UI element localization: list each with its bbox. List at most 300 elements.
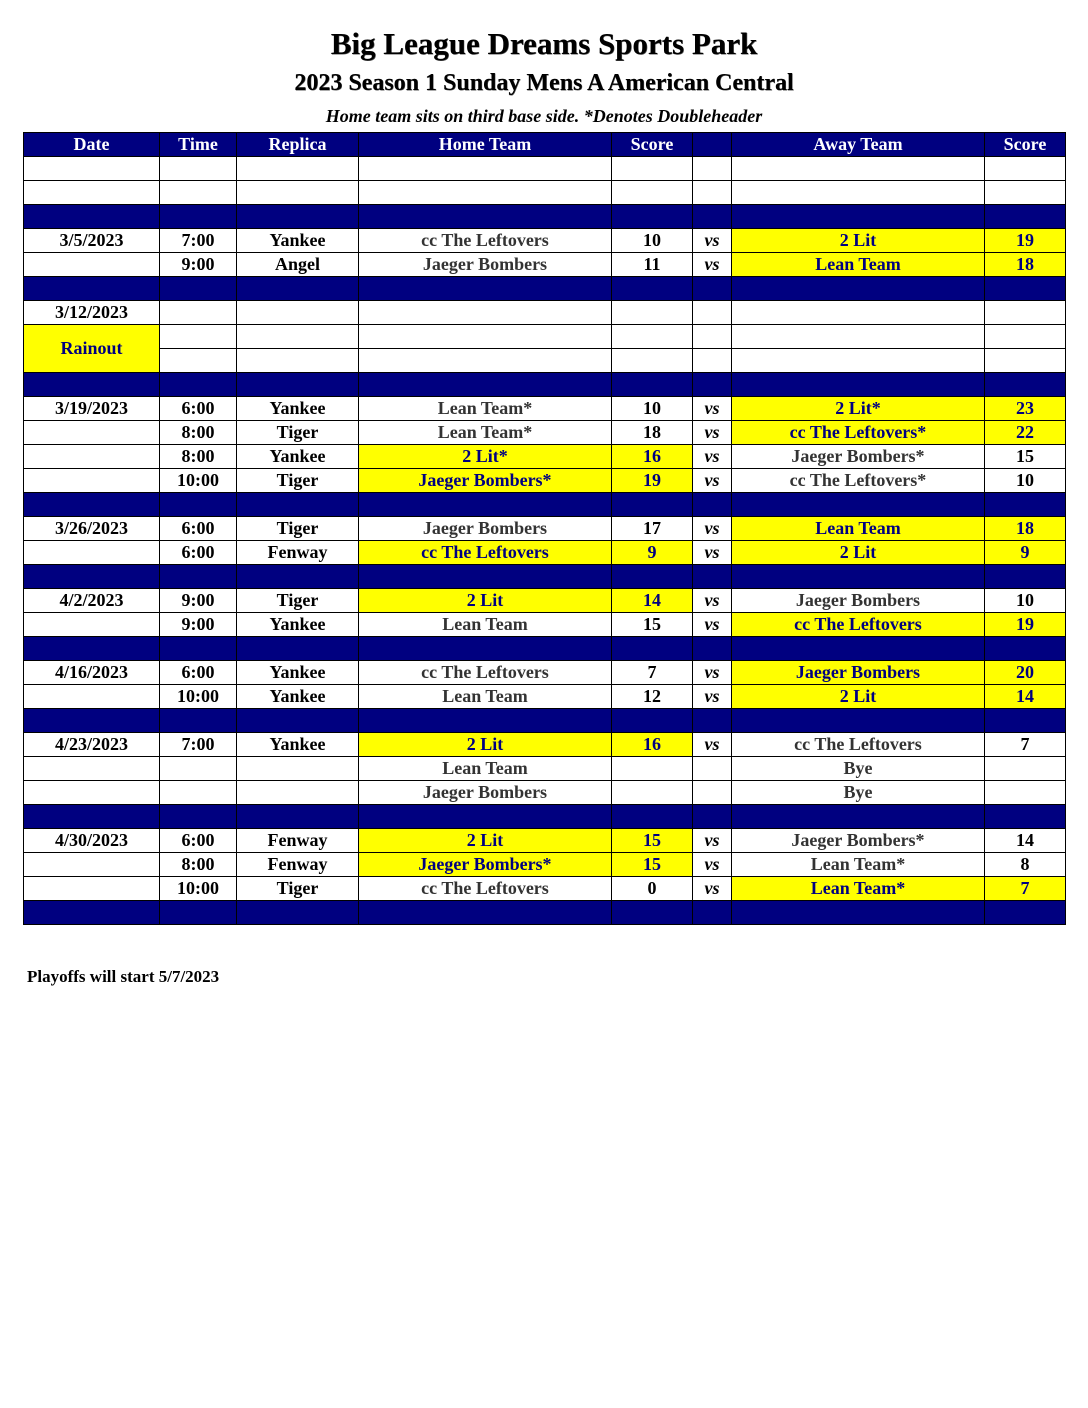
away-score-cell: 22 <box>985 421 1066 445</box>
home-team-cell: Jaeger Bombers* <box>359 853 612 877</box>
game-row <box>24 229 1066 253</box>
separator-cell <box>732 277 985 301</box>
time-cell: 9:00 <box>160 613 237 637</box>
schedule-table <box>23 132 1066 925</box>
separator-cell <box>612 205 693 229</box>
game-row <box>24 829 1066 853</box>
time-cell: 6:00 <box>160 517 237 541</box>
replica-cell: Fenway <box>237 853 359 877</box>
away-score-cell: 9 <box>985 541 1066 565</box>
rainout-row <box>24 349 1066 373</box>
separator-cell <box>359 277 612 301</box>
blank-row <box>24 181 1066 205</box>
page-title: Big League Dreams Sports Park <box>330 26 758 61</box>
home-team-cell: Jaeger Bombers* <box>359 469 612 493</box>
home-score-cell <box>612 301 693 325</box>
rainout-label: Rainout <box>24 325 160 373</box>
replica-cell: Yankee <box>237 613 359 637</box>
col-header-vs <box>693 133 732 157</box>
replica-cell <box>237 781 359 805</box>
blank-cell <box>237 157 359 181</box>
away-team-cell: Jaeger Bombers* <box>732 445 985 469</box>
game-row <box>24 301 1066 325</box>
blank-cell <box>985 157 1066 181</box>
away-score-cell <box>985 781 1066 805</box>
away-score-cell: 14 <box>985 685 1066 709</box>
separator-cell <box>985 805 1066 829</box>
away-score-cell: 19 <box>985 613 1066 637</box>
date-cell <box>24 253 160 277</box>
away-team-cell: Jaeger Bombers <box>732 661 985 685</box>
game-row <box>24 589 1066 613</box>
separator-cell <box>985 493 1066 517</box>
separator-cell <box>732 805 985 829</box>
away-score-cell: 10 <box>985 589 1066 613</box>
separator-cell <box>612 565 693 589</box>
blank-cell <box>612 349 693 373</box>
separator-cell <box>24 637 160 661</box>
separator-cell <box>237 373 359 397</box>
separator-cell <box>985 901 1066 925</box>
game-row <box>24 421 1066 445</box>
replica-cell: Yankee <box>237 685 359 709</box>
home-team-cell: Lean Team <box>359 613 612 637</box>
header-row <box>24 133 1066 157</box>
separator-cell <box>160 277 237 301</box>
time-cell: 6:00 <box>160 829 237 853</box>
replica-cell: Tiger <box>237 877 359 901</box>
blank-cell <box>359 325 612 349</box>
separator-cell <box>985 565 1066 589</box>
date-cell: 3/26/2023 <box>24 517 160 541</box>
blank-cell <box>359 181 612 205</box>
col-header-away-score: Score <box>985 133 1066 157</box>
game-row <box>24 517 1066 541</box>
separator-cell <box>359 373 612 397</box>
date-cell: 3/12/2023 <box>24 301 160 325</box>
away-score-cell: 14 <box>985 829 1066 853</box>
separator-cell <box>160 709 237 733</box>
home-score-cell: 16 <box>612 733 693 757</box>
replica-cell: Tiger <box>237 589 359 613</box>
separator-cell <box>732 373 985 397</box>
game-row <box>24 685 1066 709</box>
separator-cell <box>24 565 160 589</box>
vs-cell: vs <box>693 661 732 685</box>
separator-cell <box>612 493 693 517</box>
blank-cell <box>732 181 985 205</box>
vs-cell: vs <box>693 397 732 421</box>
separator-cell <box>693 493 732 517</box>
separator-cell <box>693 205 732 229</box>
home-team-cell: cc The Leftovers <box>359 877 612 901</box>
separator-cell <box>237 901 359 925</box>
separator-cell <box>237 637 359 661</box>
home-team-cell: cc The Leftovers <box>359 229 612 253</box>
replica-cell: Yankee <box>237 445 359 469</box>
home-score-cell: 0 <box>612 877 693 901</box>
time-cell: 7:00 <box>160 229 237 253</box>
home-score-cell: 11 <box>612 253 693 277</box>
separator-cell <box>237 493 359 517</box>
time-cell: 8:00 <box>160 853 237 877</box>
separator-cell <box>237 277 359 301</box>
separator-cell <box>985 277 1066 301</box>
away-team-cell: 2 Lit* <box>732 397 985 421</box>
playoffs-note: Playoffs will start 5/7/2023 <box>27 967 220 986</box>
home-score-cell: 17 <box>612 517 693 541</box>
col-header-replica: Replica <box>237 133 359 157</box>
replica-cell: Fenway <box>237 829 359 853</box>
time-cell <box>160 301 237 325</box>
home-team-cell: cc The Leftovers <box>359 661 612 685</box>
vs-cell <box>693 301 732 325</box>
blank-cell <box>612 157 693 181</box>
vs-cell <box>693 757 732 781</box>
blank-cell <box>612 181 693 205</box>
date-cell <box>24 613 160 637</box>
home-team-cell: Jaeger Bombers <box>359 517 612 541</box>
away-score-cell: 15 <box>985 445 1066 469</box>
separator-row <box>24 709 1066 733</box>
schedule-body <box>24 157 1066 925</box>
separator-row <box>24 277 1066 301</box>
vs-cell: vs <box>693 613 732 637</box>
away-team-cell: 2 Lit <box>732 685 985 709</box>
separator-cell <box>24 373 160 397</box>
time-cell <box>160 781 237 805</box>
vs-cell: vs <box>693 589 732 613</box>
separator-cell <box>612 901 693 925</box>
separator-row <box>24 637 1066 661</box>
separator-cell <box>24 805 160 829</box>
separator-cell <box>24 277 160 301</box>
separator-cell <box>160 637 237 661</box>
time-cell: 9:00 <box>160 253 237 277</box>
home-team-cell: cc The Leftovers <box>359 541 612 565</box>
separator-cell <box>359 493 612 517</box>
blank-cell <box>160 157 237 181</box>
home-score-cell: 7 <box>612 661 693 685</box>
home-score-cell: 10 <box>612 229 693 253</box>
separator-row <box>24 205 1066 229</box>
replica-cell: Yankee <box>237 661 359 685</box>
time-cell: 10:00 <box>160 877 237 901</box>
vs-cell: vs <box>693 469 732 493</box>
time-cell: 10:00 <box>160 685 237 709</box>
game-row <box>24 253 1066 277</box>
away-team-cell: Lean Team <box>732 253 985 277</box>
away-score-cell: 19 <box>985 229 1066 253</box>
blank-cell <box>237 325 359 349</box>
home-score-cell: 16 <box>612 445 693 469</box>
separator-cell <box>732 709 985 733</box>
blank-cell <box>693 325 732 349</box>
separator-cell <box>985 373 1066 397</box>
separator-cell <box>612 373 693 397</box>
separator-cell <box>359 205 612 229</box>
vs-cell: vs <box>693 733 732 757</box>
separator-cell <box>693 805 732 829</box>
date-cell: 4/16/2023 <box>24 661 160 685</box>
replica-cell: Yankee <box>237 733 359 757</box>
separator-row <box>24 493 1066 517</box>
separator-cell <box>985 205 1066 229</box>
away-team-cell: Bye <box>732 757 985 781</box>
home-score-cell: 15 <box>612 853 693 877</box>
away-team-cell: Lean Team* <box>732 853 985 877</box>
vs-cell: vs <box>693 829 732 853</box>
home-team-cell: 2 Lit* <box>359 445 612 469</box>
date-cell <box>24 685 160 709</box>
separator-cell <box>693 901 732 925</box>
separator-cell <box>160 373 237 397</box>
date-cell <box>24 757 160 781</box>
game-row <box>24 445 1066 469</box>
date-cell: 4/30/2023 <box>24 829 160 853</box>
away-score-cell: 7 <box>985 877 1066 901</box>
separator-cell <box>160 805 237 829</box>
separator-cell <box>732 565 985 589</box>
away-team-cell: 2 Lit <box>732 229 985 253</box>
time-cell: 10:00 <box>160 469 237 493</box>
separator-cell <box>24 493 160 517</box>
separator-cell <box>359 565 612 589</box>
blank-cell <box>237 181 359 205</box>
away-team-cell: cc The Leftovers* <box>732 421 985 445</box>
game-row <box>24 613 1066 637</box>
separator-cell <box>359 901 612 925</box>
home-team-cell <box>359 301 612 325</box>
separator-cell <box>237 709 359 733</box>
vs-cell: vs <box>693 421 732 445</box>
home-team-cell: Lean Team <box>359 685 612 709</box>
away-team-cell: Lean Team <box>732 517 985 541</box>
separator-cell <box>160 901 237 925</box>
separator-cell <box>612 637 693 661</box>
replica-cell <box>237 757 359 781</box>
separator-row <box>24 565 1066 589</box>
separator-cell <box>359 805 612 829</box>
game-row <box>24 397 1066 421</box>
separator-cell <box>24 901 160 925</box>
blank-cell <box>160 349 237 373</box>
blank-cell <box>693 157 732 181</box>
home-team-cell: Lean Team* <box>359 421 612 445</box>
home-team-cell: Lean Team* <box>359 397 612 421</box>
away-team-cell <box>732 301 985 325</box>
time-cell: 9:00 <box>160 589 237 613</box>
replica-cell: Fenway <box>237 541 359 565</box>
vs-cell: vs <box>693 853 732 877</box>
home-team-cell: 2 Lit <box>359 733 612 757</box>
separator-cell <box>237 565 359 589</box>
away-score-cell: 18 <box>985 517 1066 541</box>
replica-cell <box>237 301 359 325</box>
page-subtitle: 2023 Season 1 Sunday Mens A American Central <box>294 70 794 96</box>
blank-cell <box>732 157 985 181</box>
away-score-cell: 8 <box>985 853 1066 877</box>
col-header-home-score: Score <box>612 133 693 157</box>
separator-cell <box>693 565 732 589</box>
separator-row <box>24 373 1066 397</box>
separator-cell <box>24 709 160 733</box>
game-row <box>24 733 1066 757</box>
vs-cell: vs <box>693 229 732 253</box>
home-score-cell: 15 <box>612 613 693 637</box>
date-cell <box>24 445 160 469</box>
replica-cell: Yankee <box>237 229 359 253</box>
home-score-cell: 9 <box>612 541 693 565</box>
separator-cell <box>732 493 985 517</box>
vs-cell <box>693 781 732 805</box>
separator-cell <box>612 277 693 301</box>
away-score-cell: 20 <box>985 661 1066 685</box>
separator-cell <box>359 637 612 661</box>
home-score-cell: 19 <box>612 469 693 493</box>
vs-cell: vs <box>693 685 732 709</box>
home-team-cell: Lean Team <box>359 757 612 781</box>
home-score-cell: 14 <box>612 589 693 613</box>
date-cell: 3/19/2023 <box>24 397 160 421</box>
blank-cell <box>985 349 1066 373</box>
game-row <box>24 877 1066 901</box>
date-cell <box>24 541 160 565</box>
date-cell <box>24 877 160 901</box>
blank-cell <box>693 349 732 373</box>
away-score-cell: 23 <box>985 397 1066 421</box>
separator-cell <box>160 565 237 589</box>
col-header-away-team: Away Team <box>732 133 985 157</box>
blank-cell <box>732 325 985 349</box>
date-cell: 4/23/2023 <box>24 733 160 757</box>
time-cell <box>160 757 237 781</box>
game-row <box>24 661 1066 685</box>
separator-cell <box>160 493 237 517</box>
time-cell: 6:00 <box>160 661 237 685</box>
date-cell <box>24 853 160 877</box>
home-score-cell: 12 <box>612 685 693 709</box>
time-cell: 8:00 <box>160 445 237 469</box>
away-score-cell: 7 <box>985 733 1066 757</box>
game-row <box>24 781 1066 805</box>
blank-cell <box>359 349 612 373</box>
vs-cell: vs <box>693 541 732 565</box>
separator-cell <box>237 805 359 829</box>
blank-cell <box>160 325 237 349</box>
separator-cell <box>612 805 693 829</box>
blank-cell <box>732 349 985 373</box>
blank-cell <box>359 157 612 181</box>
home-score-cell: 10 <box>612 397 693 421</box>
home-score-cell <box>612 781 693 805</box>
date-cell <box>24 421 160 445</box>
separator-cell <box>237 205 359 229</box>
away-team-cell: Lean Team* <box>732 877 985 901</box>
time-cell: 8:00 <box>160 421 237 445</box>
date-cell <box>24 781 160 805</box>
away-team-cell: Jaeger Bombers* <box>732 829 985 853</box>
away-team-cell: cc The Leftovers <box>732 733 985 757</box>
home-team-cell: Jaeger Bombers <box>359 253 612 277</box>
away-team-cell: cc The Leftovers* <box>732 469 985 493</box>
vs-cell: vs <box>693 877 732 901</box>
separator-cell <box>693 373 732 397</box>
away-team-cell: Bye <box>732 781 985 805</box>
col-header-home-team: Home Team <box>359 133 612 157</box>
separator-cell <box>693 637 732 661</box>
separator-cell <box>732 205 985 229</box>
blank-cell <box>693 181 732 205</box>
date-cell: 4/2/2023 <box>24 589 160 613</box>
blank-cell <box>24 181 160 205</box>
separator-row <box>24 901 1066 925</box>
separator-cell <box>24 205 160 229</box>
game-row <box>24 469 1066 493</box>
home-team-cell: 2 Lit <box>359 829 612 853</box>
game-row <box>24 541 1066 565</box>
game-row <box>24 853 1066 877</box>
vs-cell: vs <box>693 253 732 277</box>
vs-cell: vs <box>693 445 732 469</box>
col-header-time: Time <box>160 133 237 157</box>
separator-cell <box>693 709 732 733</box>
date-cell <box>24 469 160 493</box>
away-score-cell: 10 <box>985 469 1066 493</box>
separator-row <box>24 805 1066 829</box>
blank-cell <box>24 157 160 181</box>
blank-cell <box>612 325 693 349</box>
blank-cell <box>237 349 359 373</box>
separator-cell <box>612 709 693 733</box>
blank-row <box>24 157 1066 181</box>
home-score-cell: 18 <box>612 421 693 445</box>
col-header-date: Date <box>24 133 160 157</box>
away-score-cell: 18 <box>985 253 1066 277</box>
separator-cell <box>359 709 612 733</box>
date-cell: 3/5/2023 <box>24 229 160 253</box>
home-score-cell <box>612 757 693 781</box>
blank-cell <box>985 181 1066 205</box>
vs-cell: vs <box>693 517 732 541</box>
separator-cell <box>693 277 732 301</box>
replica-cell: Yankee <box>237 397 359 421</box>
away-score-cell <box>985 301 1066 325</box>
time-cell: 6:00 <box>160 397 237 421</box>
game-row <box>24 757 1066 781</box>
time-cell: 6:00 <box>160 541 237 565</box>
time-cell: 7:00 <box>160 733 237 757</box>
separator-cell <box>160 205 237 229</box>
replica-cell: Tiger <box>237 469 359 493</box>
away-team-cell: cc The Leftovers <box>732 613 985 637</box>
separator-cell <box>732 637 985 661</box>
away-team-cell: 2 Lit <box>732 541 985 565</box>
away-team-cell: Jaeger Bombers <box>732 589 985 613</box>
replica-cell: Tiger <box>237 517 359 541</box>
separator-cell <box>985 709 1066 733</box>
replica-cell: Angel <box>237 253 359 277</box>
away-score-cell <box>985 757 1066 781</box>
replica-cell: Tiger <box>237 421 359 445</box>
home-team-cell: Jaeger Bombers <box>359 781 612 805</box>
separator-cell <box>732 901 985 925</box>
separator-cell <box>985 637 1066 661</box>
rainout-row <box>24 325 1066 349</box>
header-note: Home team sits on third base side. *Denotes Doubleheader <box>325 106 763 126</box>
home-score-cell: 15 <box>612 829 693 853</box>
home-team-cell: 2 Lit <box>359 589 612 613</box>
